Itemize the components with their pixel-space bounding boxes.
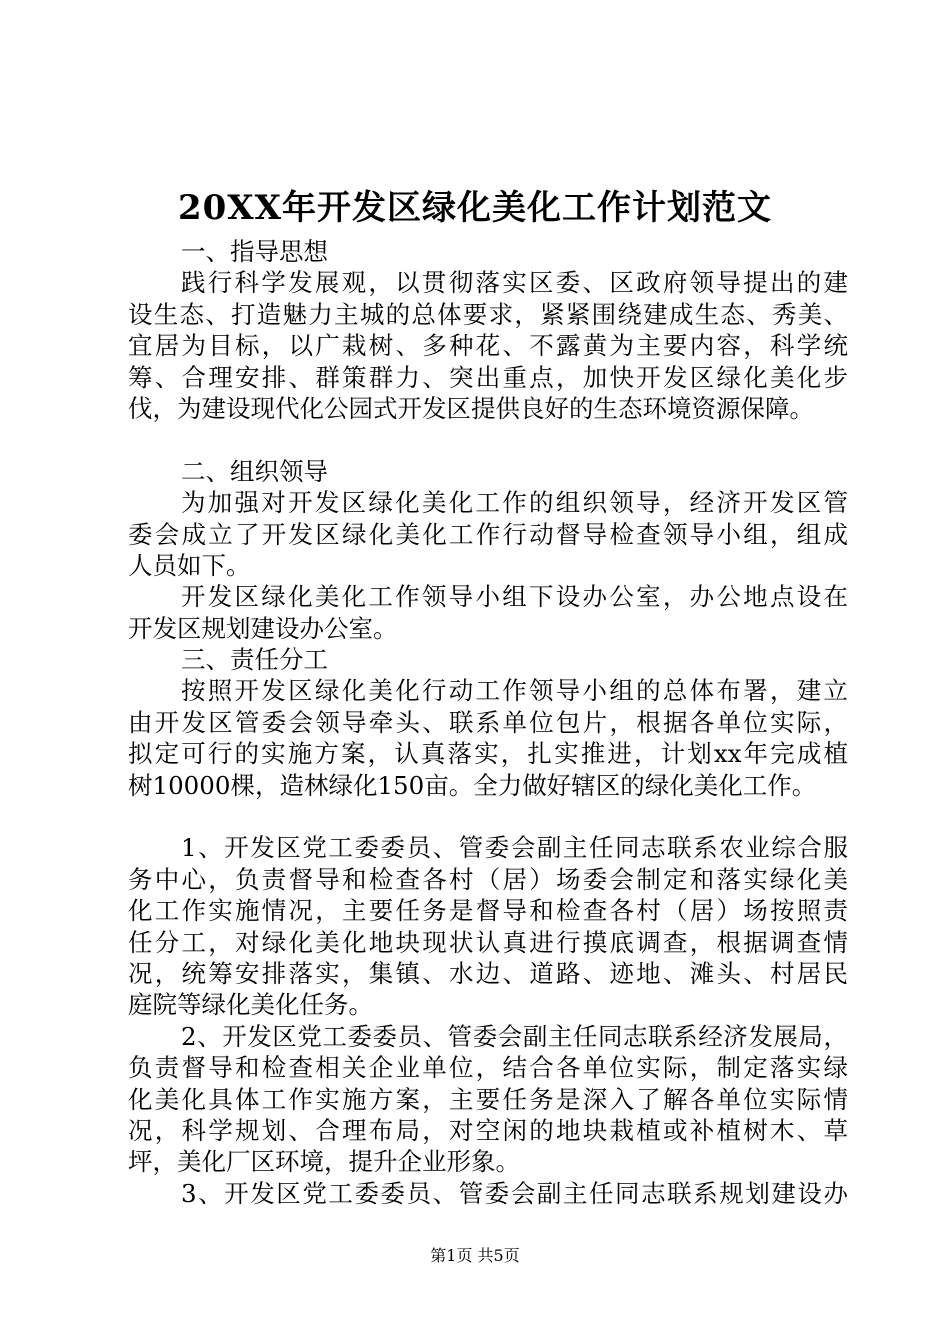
paragraph-line: 开发区规划建设办公室。 <box>128 613 398 643</box>
paragraph-line: 开发区绿化美化工作领导小组下设办公室，办公地点设在 <box>181 582 848 612</box>
paragraph-line: 况，统筹安排落实，集镇、水边、道路、迹地、滩头、村居民 <box>128 958 848 988</box>
paragraph-line: 庭院等绿化美化任务。 <box>128 990 373 1020</box>
paragraph-line: 务中心，负责督导和检查各村（居）场委会制定和落实绿化美 <box>128 864 848 894</box>
paragraph-line: 设生态、打造魅力主城的总体要求，紧紧围绕建成生态、秀美、 <box>128 299 848 329</box>
blank-line <box>128 801 848 832</box>
paragraph-line: 化工作实施情况，主要任务是督导和检查各村（居）场按照责 <box>128 896 848 926</box>
section-heading: 三、责任分工 <box>181 645 328 675</box>
paragraph-line: 委会成立了开发区绿化美化工作行动督导检查领导小组，组成 <box>128 519 848 549</box>
paragraph-line: 任分工，对绿化美化地块现状认真进行摸底调查，根据调查情 <box>128 927 848 957</box>
paragraph-line: 按照开发区绿化美化行动工作领导小组的总体布署，建立 <box>181 676 848 706</box>
document-body <box>128 236 848 1209</box>
paragraph-line: 为加强对开发区绿化美化工作的组织领导，经济开发区管 <box>181 488 848 518</box>
list-item-line: 2、开发区党工委委员、管委会副主任同志联系经济发展局， <box>181 1021 848 1051</box>
paragraph-line: 伐，为建设现代化公园式开发区提供良好的生态环境资源保障。 <box>128 393 814 423</box>
section-heading: 一、指导思想 <box>181 237 328 266</box>
paragraph-line: 人员如下。 <box>128 550 251 580</box>
list-item-line: 1、开发区党工委委员、管委会副主任同志联系农业综合服 <box>181 833 848 863</box>
list-item-line: 3、开发区党工委委员、管委会副主任同志联系规划建设办 <box>181 1178 848 1208</box>
paragraph-line: 由开发区管委会领导牵头、联系单位包片，根据各单位实际， <box>128 707 848 737</box>
paragraph-line: 践行科学发展观，以贯彻落实区委、区政府领导提出的建 <box>181 268 848 298</box>
paragraph-line: 宜居为目标，以广栽树、多种花、不露黄为主要内容，科学统 <box>128 331 848 361</box>
page-number-footer: 第1页 共5页 <box>430 1246 520 1265</box>
paragraph-line: 况，科学规划、合理布局，对空闲的地块栽植或补植树木、草 <box>128 1115 848 1145</box>
section-heading: 二、组织领导 <box>181 456 328 486</box>
blank-line <box>128 424 848 455</box>
paragraph-line: 坪，美化厂区环境，提升企业形象。 <box>128 1147 520 1177</box>
paragraph-line: 筹、合理安排、群策群力、突出重点，加快开发区绿化美化步 <box>128 362 848 392</box>
paragraph-line: 树10000棵，造林绿化150亩。全力做好辖区的绿化美化工作。 <box>128 770 817 800</box>
paragraph-line: 负责督导和检查相关企业单位，结合各单位实际，制定落实绿 <box>128 1053 848 1083</box>
paragraph-line: 化美化具体工作实施方案，主要任务是深入了解各单位实际情 <box>128 1084 848 1114</box>
paragraph-line: 拟定可行的实施方案，认真落实，扎实推进，计划xx年完成植 <box>128 739 848 769</box>
document-title: 20XX年开发区绿化美化工作计划范文 <box>177 188 773 228</box>
